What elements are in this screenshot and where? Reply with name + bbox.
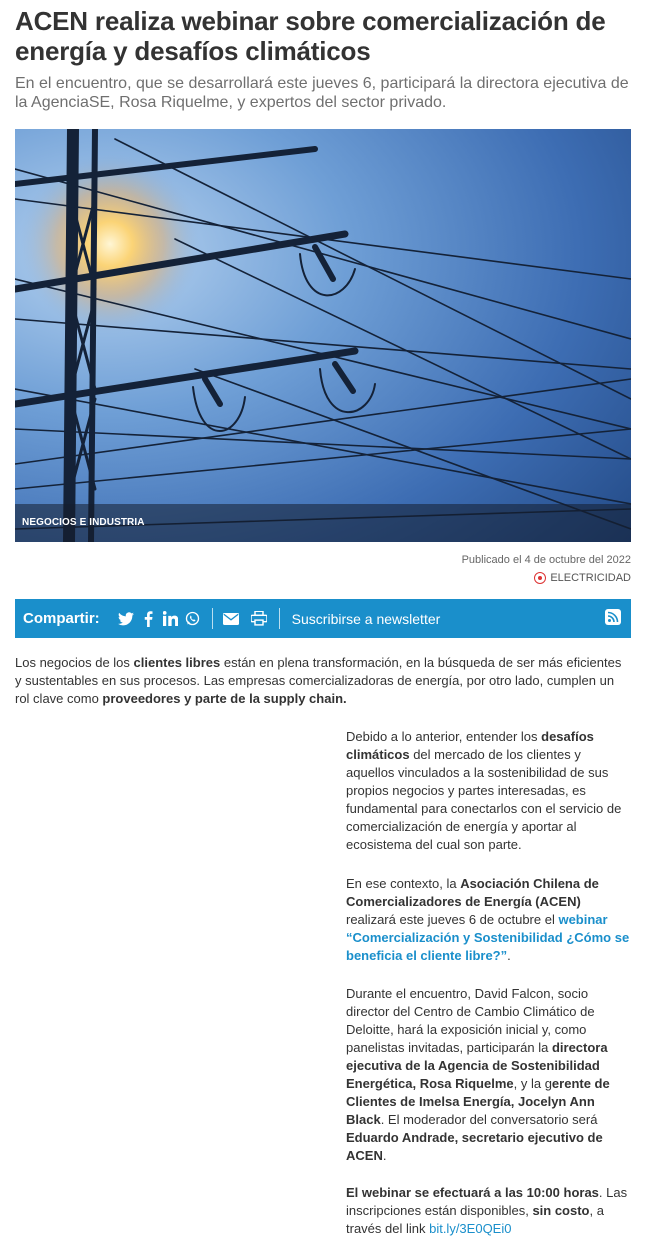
linkedin-icon[interactable] bbox=[160, 608, 181, 629]
article-subtitle: En el encuentro, que se desarrollará este jueves 6, participará la directora ejecutiva de la AgenciaSE, Rosa Riquelme, y expertos del sector privado. bbox=[15, 75, 629, 111]
facebook-icon[interactable] bbox=[138, 608, 159, 629]
lead-paragraph: Los negocios de los clientes libres están en plena transformación, en la búsqueda de ser más eficientes y sustentables en sus procesos. Las empresas comercializadoras de energía, por otro lado, cumplen un rol clave como proveedores y parte de la supply chain. bbox=[15, 655, 622, 706]
hero-image bbox=[15, 129, 631, 542]
image-category-bar bbox=[15, 504, 631, 542]
print-icon[interactable] bbox=[249, 608, 270, 629]
whatsapp-icon[interactable] bbox=[182, 608, 203, 629]
email-icon[interactable] bbox=[221, 608, 242, 629]
article-title: ACEN realiza webinar sobre comercialización de energía y desafíos climáticos bbox=[15, 6, 606, 66]
body-paragraph: El webinar se efectuará a las 10:00 horas. Las inscripciones están disponibles, sin costo, a través del link bit.ly/3E0QEi0 bbox=[346, 1185, 628, 1236]
category-label[interactable]: ELECTRICIDAD bbox=[550, 572, 631, 584]
share-label: Compartir: bbox=[23, 610, 100, 627]
share-divider bbox=[279, 608, 280, 629]
power-lines-photo bbox=[15, 129, 631, 542]
twitter-icon[interactable] bbox=[116, 608, 137, 629]
category-dot-icon bbox=[534, 572, 546, 584]
image-category-label[interactable]: NEGOCIOS E INDUSTRIA bbox=[22, 517, 145, 528]
share-bar bbox=[15, 599, 631, 638]
newsletter-link[interactable]: Suscribirse a newsletter bbox=[291, 610, 441, 627]
rss-icon[interactable] bbox=[605, 609, 621, 625]
publish-date: Publicado el 4 de octubre del 2022 bbox=[461, 554, 631, 566]
body-paragraph: Debido a lo anterior, entender los desafíos climáticos del mercado de los clientes y aquellos vinculados a la sostenibilidad de sus propios negocios y partes interesadas, es fundamental para conectarlos con el servicio de comercialización de energía y aportar al ecosistema del cual son parte. bbox=[346, 729, 622, 852]
body-paragraph: Durante el encuentro, David Falcon, socio director del Centro de Cambio Climático de Deloitte, hará la exposición inicial y, como panelistas invitadas, participarán la directora ejecutiva de la Agencia de Sostenibilidad Energética, Rosa Riquelme, y la gerente de Clientes de Imelsa Energía, Jocelyn Ann Black. El moderador del conversatorio será Eduardo Andrade, secretario ejecutivo de ACEN. bbox=[346, 986, 610, 1163]
body-paragraph: En ese contexto, la Asociación Chilena de Comercializadores de Energía (ACEN) realizará este jueves 6 de octubre el webinar “Comercialización y Sostenibilidad ¿Cómo se beneficia el cliente libre?”. bbox=[346, 876, 630, 963]
category-tag[interactable] bbox=[534, 572, 631, 584]
webinar-link[interactable]: webinar “Comercialización y Sostenibilidad ¿Cómo se beneficia el cliente libre?” bbox=[346, 912, 630, 963]
registration-link[interactable]: bit.ly/3E0QEi0 bbox=[429, 1221, 512, 1236]
share-divider bbox=[212, 608, 213, 629]
